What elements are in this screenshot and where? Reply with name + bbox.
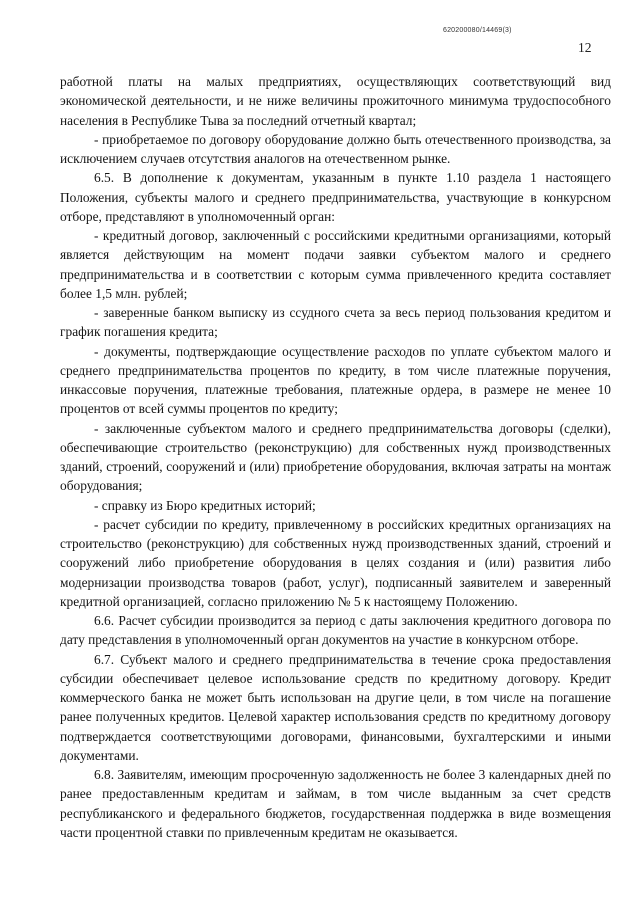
paragraph-section-6-5: 6.5. В дополнение к документам, указанным в пункте 1.10 раздела 1 настоящего Положения, субъекты малого и среднего предпринимательства, участвующие в конкурсном отборе, представляют в уполномоченный орган: bbox=[60, 170, 611, 224]
list-item-subsidy-calculation: - расчет субсидии по кредиту, привлеченному в российских кредитных организациях на строительство (реконструкцию) для собственных нужд производственных зданий, строений и сооружений либо приобретение оборудования в целях создания и (или) развития либо модернизации производства товаров (работ, услуг), подписанный заявителем и заверенный кредитной организацией, согласно приложению № 5 к настоящему Положению. bbox=[60, 516, 611, 609]
page-number: 12 bbox=[578, 40, 592, 55]
document-id: 620200080/14469(3) bbox=[443, 27, 512, 34]
paragraph-section-6-6: 6.6. Расчет субсидии производится за период с даты заключения кредитного договора по дату представления в уполномоченный орган документов на участие в конкурсном отборе. bbox=[60, 613, 611, 648]
list-item-construction-contracts: - заключенные субъектом малого и среднего предпринимательства договоры (сделки), обеспечивающие строительство (реконструкцию) для собственных нужд производственных зданий, строений, сооружений и (или) приобретение оборудования, включая затраты на монтаж оборудования; bbox=[60, 420, 611, 494]
list-item-credit-agreement: - кредитный договор, заключенный с российскими кредитными организациями, который является действующим на момент подачи заявки субъектом малого и среднего предпринимательства и в соответствии с которым сумма привлеченного кредита составляет более 1,5 млн. рублей; bbox=[60, 228, 611, 301]
list-item-credit-bureau-report: - справку из Бюро кредитных историй; bbox=[94, 497, 316, 513]
paragraph-domestic-equipment: - приобретаемое по договору оборудование должно быть отечественного производства, за исключением случаев отсутствия аналогов на отечественном рынке. bbox=[60, 131, 611, 166]
paragraph-section-6-7: 6.7. Субъект малого и среднего предпринимательства в течение срока предоставления субсидии обеспечивает целевое использование средств по кредитному договору. Кредит коммерческого банка не может быть использован на другие цели, в том числе на погашение ранее полученных кредитов. Целевой характер использования средств по кредитному договору подтверждается соответствующими договорами, финансовыми, бухгалтерскими и иными документами. bbox=[60, 651, 611, 763]
document-body bbox=[60, 72, 611, 842]
paragraph-section-6-8: 6.8. Заявителям, имеющим просроченную задолженность не более 3 календарных дней по ранее предоставленным кредитам и займам, в том числе выданным за счет средств республиканского и федерального бюджетов, государственная поддержка в виде возмещения части процентной ставки по привлеченным кредитам не оказывается. bbox=[60, 767, 611, 840]
paragraph-wage-continuation: работной платы на малых предприятиях, осуществляющих соответствующий вид экономической деятельности, и не ниже величины прожиточного минимума трудоспособного населения в Республике Тыва за последний отчетный квартал; bbox=[60, 74, 611, 128]
list-item-loan-statement: - заверенные банком выписку из ссудного счета за весь период пользования кредитом и график погашения кредита; bbox=[60, 305, 611, 340]
list-item-interest-payment-docs: - документы, подтверждающие осуществление расходов по уплате субъектом малого и среднего предпринимательства процентов по кредиту, в том числе платежные поручения, инкассовые поручения, платежные требования, платежные ордера, в размере не менее 10 процентов от всей суммы процентов по кредиту; bbox=[60, 343, 611, 417]
